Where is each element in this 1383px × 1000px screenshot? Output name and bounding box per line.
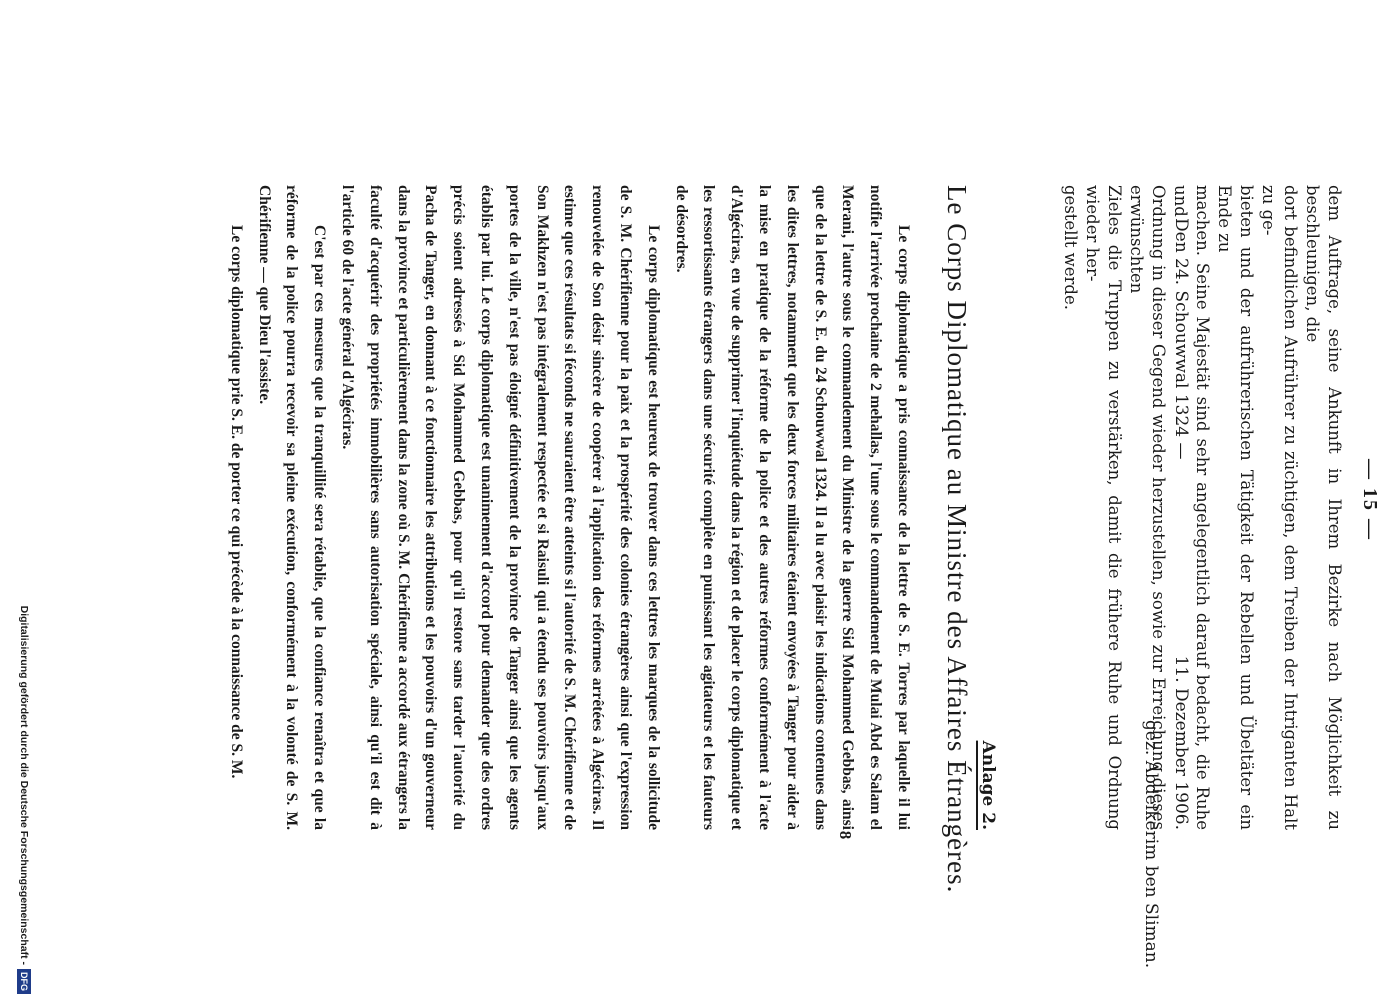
annex-label: Anlage 2. [978, 740, 998, 830]
section-heading: Le Corps Diplomatique au Ministre des Affaires Étrangères. [942, 185, 972, 894]
german-line: machen. Seine Majestät sind sehr angelegentlich darauf bedacht, die Ruhe und [1171, 185, 1212, 830]
date-gregorian: 11. Dezember 1906. [1171, 655, 1191, 830]
german-line: dort befindlichen Aufrührer zu züchtigen, dem Treiben der Intriganten Halt zu ge- [1259, 185, 1300, 830]
sheet-number: 8 [836, 830, 855, 840]
german-line: Zieles die Truppen zu verstärken, damit die frühere Ruhe und Ordnung wieder her- [1083, 185, 1124, 830]
french-paragraph: Le corps diplomatique a pris connaissance de la lettre de S. E. Torres par laquelle il lui notifie l'arrivée prochaine de 2 mehallas, l'une sous le commandement de Mulai Abd es Salam el Merani, l'autre sous le commandement du Ministre de la guerre Sid Mohammed Gebbas, ainsi que de la lettre de S. E. du 24 Schouwwal 1324. Il a lu avec plaisir les indications contenues dans les dites lettres, notamment que les deux forces militaires étaient envoyées à Tanger pour aider à la mise en pratique de la réforme de la police et des autres réformes conformément à l'acte d'Algéciras, en vue de supprimer l'inquiétude dans la région et de placer le corps diplomatique et les ressortissants étrangers dans une sécurité complète en punissant les agitateurs et les fauteurs de désordres. [672, 185, 912, 830]
date-hijri: Den 24. Schouwwal 1324 — [1171, 218, 1191, 460]
funding-note: Digitalisierung gefördert durch die Deutsche Forschungsgemeinschaft - [18, 605, 30, 965]
german-line: bieten und der aufrührerischen Tätigkeit der Rebellen und Übeltäter ein Ende zu [1215, 185, 1256, 830]
french-paragraph: C'est par ces mesures que la tranquillité sera rétablie, que la confiance renaîtra et que la réforme de la police pourra recevoir sa pleine exécution, conformément à la volonté de S. M. Chérifienne — que Dieu l'assiste. [255, 185, 329, 830]
french-paragraph: Le corps diplomatique est heureux de trouver dans ces lettres les marques de la sollicitude de S. M. Chérifienne pour la paix et la prospérité des colonies étrangères ainsi que l'expression renouvelée de Son désir sincère de coopérer à l'application des réformes arrêtées à Algéciras. Il estime que ces résultats si féconds ne sauraient être atteints si l'autorité de S. M. Chérifienne et de Son Makhzen n'est pas intégralement respectée et si Raisuli qui a étendu ses pouvoirs jusqu'aux portes de la ville, n'est pas éloigné définitivement de la province de Tanger ainsi que les agents établis par lui. Le corps diplomatique est unanimement d'accord pour demander que des ordres précis soient adressés à Sid Mohammed Gebbas, pour qu'il restore sans tarder l'autorité du Pacha de Tanger, en donnant à ce fonctionnaire les attributions et les pouvoirs d'un gouverneur dans la province et particulièrement dans la zone où S. M. Chérifienne a accordé aux étrangers la faculté d'acquérir des propriétés immobilières sans autorisation spéciale, ainsi qu'il est dit à l'article 60 de l'acte général d'Algéciras. [339, 185, 662, 831]
french-text-block [222, 185, 917, 830]
german-line: gestellt werde. [1061, 185, 1080, 310]
page-number: — 15 — [1359, 459, 1381, 541]
dfg-logo: DFG [17, 969, 31, 994]
german-line: Ordnung in dieser Gegend wieder herzustellen, sowie zur Erreichung dieses erwünschten [1127, 185, 1168, 830]
french-paragraph: Le corps diplomatique prie S. E. de porter ce qui précède à la connaissance de S. M. [227, 225, 245, 779]
funding-footer [17, 0, 31, 1000]
signature: gez. Abdelkerim ben Sliman. [1141, 720, 1161, 969]
german-line: dem Auftrage, seine Ankunft in Ihrem Bezirke nach Möglichkeit zu beschleunigen, die [1303, 185, 1344, 830]
date-line [1171, 218, 1191, 830]
